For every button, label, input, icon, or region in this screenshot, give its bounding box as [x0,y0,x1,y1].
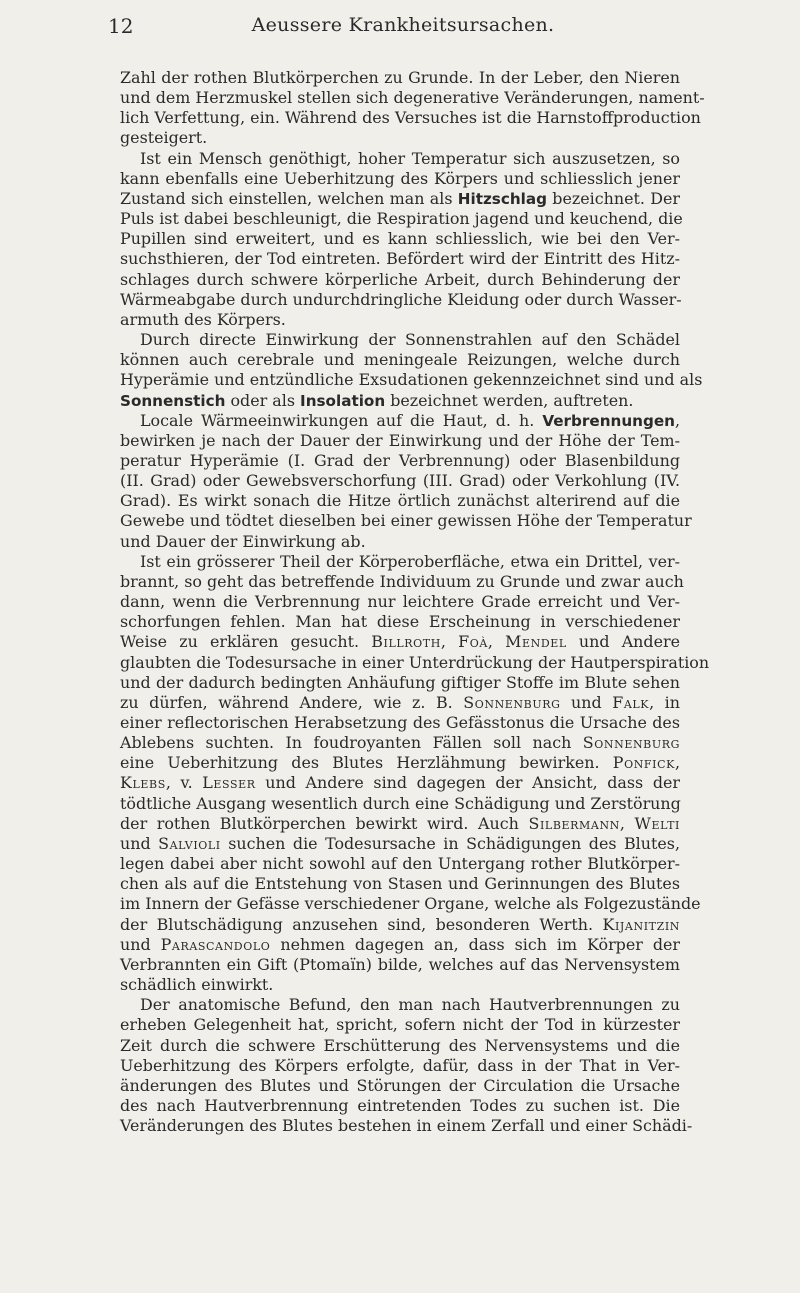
text-line [120,1036,680,1056]
text-line [120,108,701,128]
text-line [120,270,680,290]
bold-term: Hitzschlag [457,189,547,208]
text-run: chen als auf die Entstehung von Stasen und Gerinnungen des Blutes [120,874,680,894]
text-run: glaubten die Todesursache in einer Unterdrückung der Hautperspiration [120,652,710,672]
text-run: schorfungen fehlen. Man hat diese Erscheinung in verschiedener [120,612,680,632]
text-run: kann ebenfalls eine Ueberhitzung des Körpers und schliesslich jener [120,168,680,188]
text-run: und dem Herzmuskel stellen sich degenerative Veränderungen, nament- [120,88,705,108]
text-run: peratur Hyperämie (I. Grad der Verbrennung) oder Blasenbildung [120,450,680,470]
text-run: suchsthieren, der Tod eintreten. Befördert wird der Eintritt des Hitz- [120,249,680,269]
author-name: Ponfick [612,753,675,773]
text-run: gesteigert. [120,128,208,148]
text-run: Zustand sich einstellen, welchen man als [120,188,458,208]
author-name: Salvioli [158,833,221,853]
text-line [120,411,680,431]
text-run: Verbrannten ein Gift (Ptomaïn) bilde, welches auf das Nervensystem [120,954,680,974]
text-run: und Dauer der Einwirkung ab. [120,531,366,551]
author-name: Sonnenburg [582,733,680,753]
text-run: und Andere sind dagegen der Ansicht, dass der [255,773,680,793]
text-run: , [674,753,680,773]
text-line [120,511,692,531]
text-run: tödtliche Ausgang wesentlich durch eine Schädigung und Zerstörung [120,793,681,813]
text-line [120,693,680,713]
text-run: erheben Gelegenheit hat, spricht, sofern nicht der Tod in kürzester [120,1015,680,1035]
text-run: suchen die Todesursache in Schädigungen des Blutes, [220,833,680,853]
text-line [120,1096,680,1116]
text-run: brannt, so geht das betreffende Individuum zu Grunde und zwar auch [120,571,684,591]
page-header [108,14,698,40]
text-run: können auch cerebrale und meningeale Reizungen, welche durch [120,350,680,370]
text-run: und der dadurch bedingten Anhäufung giftiger Stoffe im Blute sehen [120,672,680,692]
text-line [120,431,680,451]
author-name: Falk [612,692,650,712]
text-run: Puls ist dabei beschleunigt, die Respiration jagend und keuchend, die [120,209,683,229]
text-run: des nach Hautverbrennung eintretenden Todes zu suchen ist. Die [120,1095,680,1115]
text-run: Pupillen sind erweitert, und es kann schliesslich, wie bei den Ver- [120,229,680,249]
text-line [120,350,680,370]
text-run: Ueberhitzung des Körpers erfolgte, dafür, dass in der That in Ver- [120,1055,680,1075]
text-run: bezeichnet. Der [546,188,680,208]
text-run: legen dabei aber nicht sowohl auf den Untergang rother Blutkörper- [120,854,680,874]
text-run: , in [649,692,680,712]
paragraph [120,148,683,330]
text-run: Zahl der rothen Blutkörperchen zu Grunde. In der Leber, den Nieren [120,68,680,87]
text-line [120,552,680,572]
text-run: Der anatomische Befund, den man nach Hautverbrennungen zu [140,995,680,1015]
text-run: nehmen dagegen an, dass sich im Körper der [270,934,680,954]
text-run: , [619,813,635,833]
author-name: Parascandolo [160,934,271,954]
text-run: , [487,632,506,652]
text-run: bezeichnet werden, auftreten. [385,390,634,410]
text-run: und [120,833,159,853]
text-line [120,612,680,632]
text-line [120,1056,680,1076]
text-run: im Innern der Gefässe verschiedener Organe, welche als Folgezustände [120,894,701,914]
text-line [120,935,680,955]
text-run: Veränderungen des Blutes bestehen in einem Zerfall und einer Schädi- [120,1116,693,1136]
author-name: Sonnenburg [463,692,561,712]
text-run: Hyperämie und entzündliche Exsudationen gekennzeichnet sind und als [120,370,703,390]
text-line [120,733,680,753]
text-run: der Blutschädigung anzusehen sind, besonderen Werth. [120,914,603,934]
author-name: Foà [458,632,488,652]
author-name: Lesser [202,773,256,793]
text-line [120,128,680,148]
text-run: (II. Grad) oder Gewebsverschorfung (III. Grad) oder Verkohlung (IV. [120,471,680,491]
text-line [120,1076,680,1096]
text-run: Wärmeabgabe durch undurchdringliche Kleidung oder durch Wasser- [120,289,682,309]
bold-term: Sonnenstich [120,391,226,410]
text-run: Ist ein grösserer Theil der Körperoberfläche, etwa ein Drittel, ver- [140,551,680,571]
text-run: zu dürfen, während Andere, wie z. B. [120,692,464,712]
paragraph [120,551,710,995]
author-name: Kijanitzin [602,914,680,934]
text-line [120,1116,693,1136]
text-line [120,88,705,108]
text-line [120,1015,680,1035]
text-line [120,290,680,310]
text-line [120,169,680,189]
author-name: Silbermann [528,813,620,833]
text-run: dann, wenn die Verbrennung nur leichtere Grade erreicht und Ver- [120,592,680,612]
text-line [120,713,680,733]
text-run: , v. [165,773,203,793]
text-line [120,330,680,350]
text-run: eine Ueberhitzung des Blutes Herzlähmung bewirken. [120,753,613,773]
text-line [120,209,683,229]
author-name: Mendel [505,632,567,652]
text-run: schädlich einwirkt. [120,975,274,995]
text-run: Grad). Es wirkt sonach die Hitze örtlich zunächst alterirend auf die [120,491,680,511]
body-text [120,68,710,1136]
text-run: Weise zu erklären gesucht. [120,632,372,652]
text-run: änderungen des Blutes und Störungen der Circulation die Ursache [120,1075,680,1095]
text-line [120,794,680,814]
text-run: , [440,632,459,652]
text-line [120,773,680,793]
text-line [120,995,680,1015]
paragraph [120,995,693,1136]
text-line [120,854,680,874]
text-run: Locale Wärmeeinwirkungen auf die Haut, d. h. [140,410,543,430]
running-head: Aeussere Krankheitsursachen. [251,14,555,36]
text-line [120,249,680,269]
text-line [120,814,680,834]
paragraph [120,68,705,149]
paragraph [120,410,692,552]
text-run: Ablebens suchten. In foudroyanten Fällen soll nach [120,733,583,753]
text-line [120,753,680,773]
text-run: Durch directe Einwirkung der Sonnenstrahlen auf den Schädel [140,330,680,350]
text-line [120,894,701,914]
text-line [120,652,710,673]
text-line [120,532,680,552]
text-run: und [560,692,613,712]
text-line [120,874,680,894]
text-line [120,391,680,411]
page-number: 12 [108,14,134,38]
text-run: Zeit durch die schwere Erschütterung des Nervensystems und die [120,1035,680,1055]
text-line [120,592,680,612]
text-line [120,229,680,249]
paragraph [120,330,703,411]
text-line [120,834,680,854]
text-run: und [120,934,161,954]
text-line [120,189,680,209]
text-line [120,451,680,471]
text-line [120,955,680,975]
author-name: Klebs [120,773,166,793]
bold-term: Insolation [300,391,386,410]
text-line [120,370,703,390]
text-line [120,310,680,330]
text-line [120,915,680,935]
text-run: und Andere [566,632,680,652]
bold-term: Verbrennungen [542,411,675,430]
text-line [120,632,680,652]
author-name: Welti [634,813,680,833]
text-run: schlages durch schwere körperliche Arbeit, durch Behinderung der [120,269,680,289]
text-line [120,471,680,491]
text-run: der rothen Blutkörperchen bewirkt wird. Auch [120,813,529,833]
text-run: einer reflectorischen Herabsetzung des Gefässtonus die Ursache des [120,713,680,732]
text-line [120,673,680,693]
text-line [120,571,684,592]
text-line [120,975,680,995]
text-run: oder als [225,390,301,410]
text-run: , [674,410,680,430]
author-name: Billroth [371,632,441,652]
text-run: bewirken je nach der Dauer der Einwirkung und der Höhe der Tem- [120,430,680,450]
text-line [120,491,680,511]
text-line [120,68,680,88]
text-line [120,149,680,169]
text-run: Ist ein Mensch genöthigt, hoher Temperatur sich auszusetzen, so [140,148,680,168]
text-run: Gewebe und tödtet dieselben bei einer gewissen Höhe der Temperatur [120,511,692,531]
text-run: armuth des Körpers. [120,309,286,329]
text-run: lich Verfettung, ein. Während des Versuches ist die Harnstoffproduction [120,108,701,128]
